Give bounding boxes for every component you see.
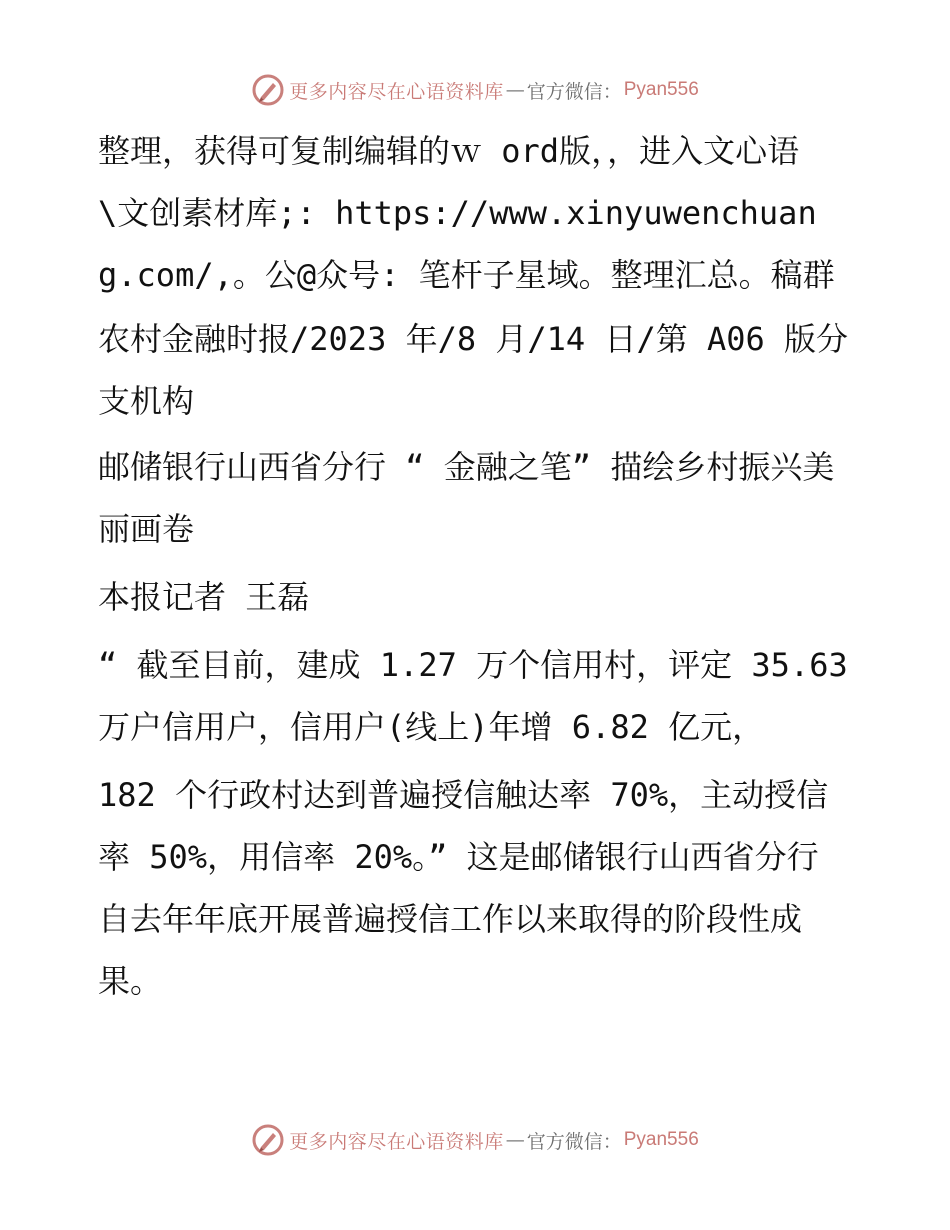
watermark-separator: — (505, 79, 525, 101)
intro-paragraph: 整理，获得可复制编辑的ｗ ord版，，进入文心语\文创素材库;: https://www.xinyuwenchuang.com/,。公@众号: 笔杆子星域。整理汇总。稿群 (98, 132, 835, 294)
body-paragraph: 182 个行政村达到普遍授信触达率 70%，主动授信率 50%，用信率 20%。” 这是邮储银行山西省分行自去年年底开展普遍授信工作以来取得的阶段性成果。 (98, 776, 829, 1000)
watermark-wechat-id: Pyan556 (623, 1129, 699, 1150)
pen-circle-icon (251, 1123, 285, 1157)
pen-circle-icon (251, 73, 285, 107)
byline: 本报记者 王磊 (98, 578, 310, 616)
document-body (98, 120, 850, 1018)
watermark-site-text: 更多内容尽在心语资料库 (289, 80, 504, 103)
watermark-official-label: 官方微信： (526, 80, 622, 103)
header-watermark (0, 70, 950, 110)
source-line: 农村金融时报/2023 年/8 月/14 日/第 A06 版分支机构 (98, 320, 849, 420)
footer-watermark (0, 1120, 950, 1160)
watermark-site-text: 更多内容尽在心语资料库 (289, 1130, 504, 1153)
article-title: 邮储银行山西省分行 “ 金融之笔” 描绘乡村振兴美丽画卷 (98, 448, 835, 548)
watermark-official-label: 官方微信： (526, 1130, 622, 1153)
body-paragraph: “ 截至目前，建成 1.27 万个信用村，评定 35.63 万户信用户，信用户(线上)年增 6.82 亿元， (98, 646, 848, 746)
watermark-wechat-id: Pyan556 (623, 79, 699, 100)
watermark-separator: — (505, 1129, 525, 1151)
